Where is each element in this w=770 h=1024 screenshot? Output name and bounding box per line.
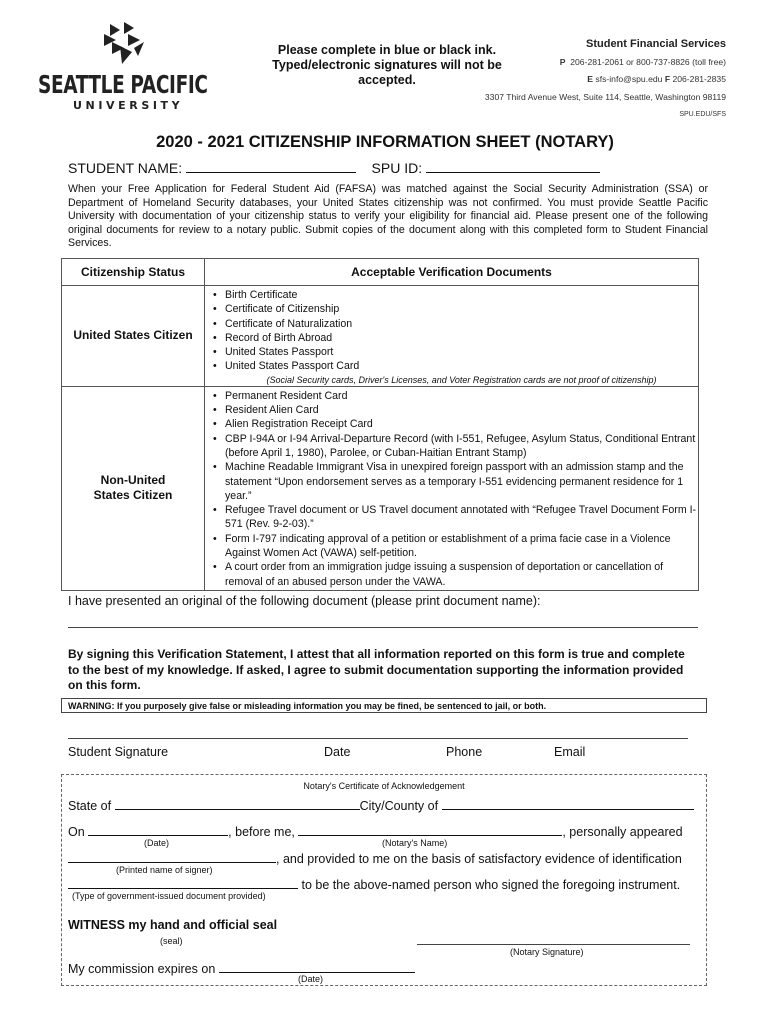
attestation-statement: By signing this Verification Statement, I attest that all information reported on this form is true and complete to the best of my knowledge. If asked, I agree to submit documentation supporting the information provided on this form. <box>68 647 685 692</box>
named-person-text: to be the above-named person who signed the foregoing instrument. <box>301 878 681 892</box>
list-item: • United States Passport <box>205 345 698 359</box>
city-label: City/County of <box>359 799 439 813</box>
commission-date-field[interactable] <box>219 960 415 973</box>
state-field[interactable] <box>115 797 360 810</box>
citizenship-proof-note: (Social Security cards, Driver's Licenses, and Voter Registration cards are not proof of citizenship) <box>266 374 657 385</box>
sfs-title: Student Financial Services <box>586 38 726 50</box>
sfs-email: sfs-info@spu.edu <box>595 74 663 84</box>
notary-section <box>61 774 707 986</box>
date-caption: (Date) <box>144 838 170 848</box>
notary-title: Notary's Certificate of Acknowledgement <box>303 781 465 791</box>
doc-type-caption: (Type of government-issued document provided) <box>72 891 266 901</box>
list-item: • Machine Readable Immigrant Visa in unexpired foreign passport with an admission stamp and the statement “Upon endorsement serves as a temporary I-551 evidencing permanent residence for 1 year.” <box>205 460 698 503</box>
before-me-label: , before me, <box>228 825 295 839</box>
documents-cell <box>205 386 699 590</box>
signer-row <box>68 850 682 866</box>
document-list <box>205 286 698 375</box>
notary-name-field[interactable] <box>298 823 562 836</box>
list-item: • Certificate of Citizenship <box>205 302 698 316</box>
sfs-fax: 206-281-2835 <box>672 74 726 84</box>
status-us-citizen: United States Citizen <box>62 286 205 387</box>
list-item: • Refugee Travel document or US Travel document annotated with “Refugee Travel Document Form I-571 (Rev. 9-2-03).” <box>205 503 698 532</box>
document-list <box>205 387 698 590</box>
city-county-field[interactable] <box>442 797 694 810</box>
ink-instruction: Please complete in blue or black ink. Typed/electronic signatures will not be accepted. <box>272 43 502 87</box>
notary-signature-caption: (Notary Signature) <box>510 947 584 957</box>
logo-wordmark: SEATTLE PACIFIC <box>38 70 208 99</box>
column-header-status: Citizenship Status <box>62 259 205 286</box>
phone-label-text: Phone <box>446 745 483 759</box>
sfs-contact-block <box>476 36 726 124</box>
notary-name-caption: (Notary's Name) <box>382 838 448 848</box>
table-row <box>62 286 699 387</box>
state-label: State of <box>68 799 112 813</box>
table-row <box>62 386 699 590</box>
list-item: • Birth Certificate <box>205 288 698 302</box>
email-label-text: Email <box>554 745 586 759</box>
list-item: • Form I-797 indicating approval of a petition or establishment of a prima facie case in a Violence Against Women Act (VAWA) self-petition. <box>205 532 698 561</box>
list-item: • Record of Birth Abroad <box>205 331 698 345</box>
verification-documents-table <box>61 258 699 591</box>
sfs-email-line <box>476 71 726 89</box>
spu-id-label: SPU ID: <box>371 160 423 176</box>
list-item: • Resident Alien Card <box>205 403 698 417</box>
status-non-us-citizen <box>62 386 205 590</box>
fax-label: F <box>664 74 671 84</box>
personally-appeared-label: , personally appeared <box>562 825 683 839</box>
sfs-address: 3307 Third Avenue West, Suite 114, Seattle, Washington 98119 <box>484 91 726 102</box>
column-header-documents: Acceptable Verification Documents <box>205 259 699 286</box>
commission-date-caption: (Date) <box>298 974 324 984</box>
logo-subtitle: UNIVERSITY <box>73 99 184 112</box>
warning-box: WARNING: If you purposely give false or misleading information you may be fined, be sentenced to jail, or both. <box>61 698 707 713</box>
acknowledgement-date-field[interactable] <box>88 823 228 836</box>
signature-line[interactable] <box>68 738 688 739</box>
seal-caption: (seal) <box>160 936 183 946</box>
sfs-phone-line <box>476 54 726 72</box>
notary-signature-line[interactable] <box>417 944 690 945</box>
on-label: On <box>68 825 85 839</box>
sfs-url: SPU.EDU/SFS <box>679 111 726 118</box>
list-item: • Permanent Resident Card <box>205 389 698 403</box>
state-row <box>68 797 694 813</box>
provided-text: , and provided to me on the basis of satisfactory evidence of identification <box>276 852 682 866</box>
list-item: • Alien Registration Receipt Card <box>205 417 698 431</box>
form-title: 2020 - 2021 CITIZENSHIP INFORMATION SHEET (NOTARY) <box>156 133 614 151</box>
spu-id-field[interactable] <box>426 158 600 173</box>
commission-row <box>68 960 415 976</box>
document-name-field[interactable] <box>68 627 698 628</box>
student-name-field[interactable] <box>186 158 356 173</box>
on-row <box>68 823 683 839</box>
table-header-row <box>62 259 699 286</box>
list-item: • United States Passport Card <box>205 359 698 373</box>
student-name-label: STUDENT NAME: <box>68 160 183 176</box>
intro-paragraph: When your Free Application for Federal Student Aid (FAFSA) was matched against the Social Security Administration (SSA) or Department of Homeland Security databases, your United States citizenship was not confirmed. You must provide Seattle Pacific University with documentation of your citizenship status to verify your eligibility for financial aid. Please present one of the following original documents for review to a notary public. Submit copies of the document along with this completed form to Student Financial Services. <box>68 183 708 249</box>
phone-label: P <box>559 56 566 67</box>
sfs-phone: 206-281-2061 or 800-737-8826 (toll free) <box>570 56 726 67</box>
list-item: • CBP I-94A or I-94 Arrival-Departure Record (with I-551, Refugee, Asylum Status, Conditional Entrant (before April 1, 1980), Parolee, or Cuban-Haitian Entrant Stamp) <box>205 432 698 461</box>
list-item: • Certificate of Naturalization <box>205 317 698 331</box>
document-type-field[interactable] <box>68 876 298 889</box>
printed-name-caption: (Printed name of signer) <box>116 865 213 875</box>
document-type-row <box>68 876 680 892</box>
email-label: E <box>587 74 594 84</box>
date-label: Date <box>324 745 351 759</box>
student-signature-label: Student Signature <box>68 745 169 759</box>
witness-statement: WITNESS my hand and official seal <box>68 918 278 932</box>
documents-cell <box>205 286 699 387</box>
seattle-pacific-logo-icon <box>102 20 146 70</box>
student-id-row <box>68 158 600 176</box>
university-logo <box>38 20 214 112</box>
printed-signer-name-field[interactable] <box>68 850 276 863</box>
list-item: • A court order from an immigration judge issuing a suspension of deportation or cancellation of removal of an abused person under the VAWA. <box>205 560 698 589</box>
status-non-us-citizen-label: Non-United States Citizen <box>93 473 173 503</box>
presented-document-label: I have presented an original of the following document (please print document name): <box>68 594 541 608</box>
commission-label: My commission expires on <box>68 962 216 976</box>
